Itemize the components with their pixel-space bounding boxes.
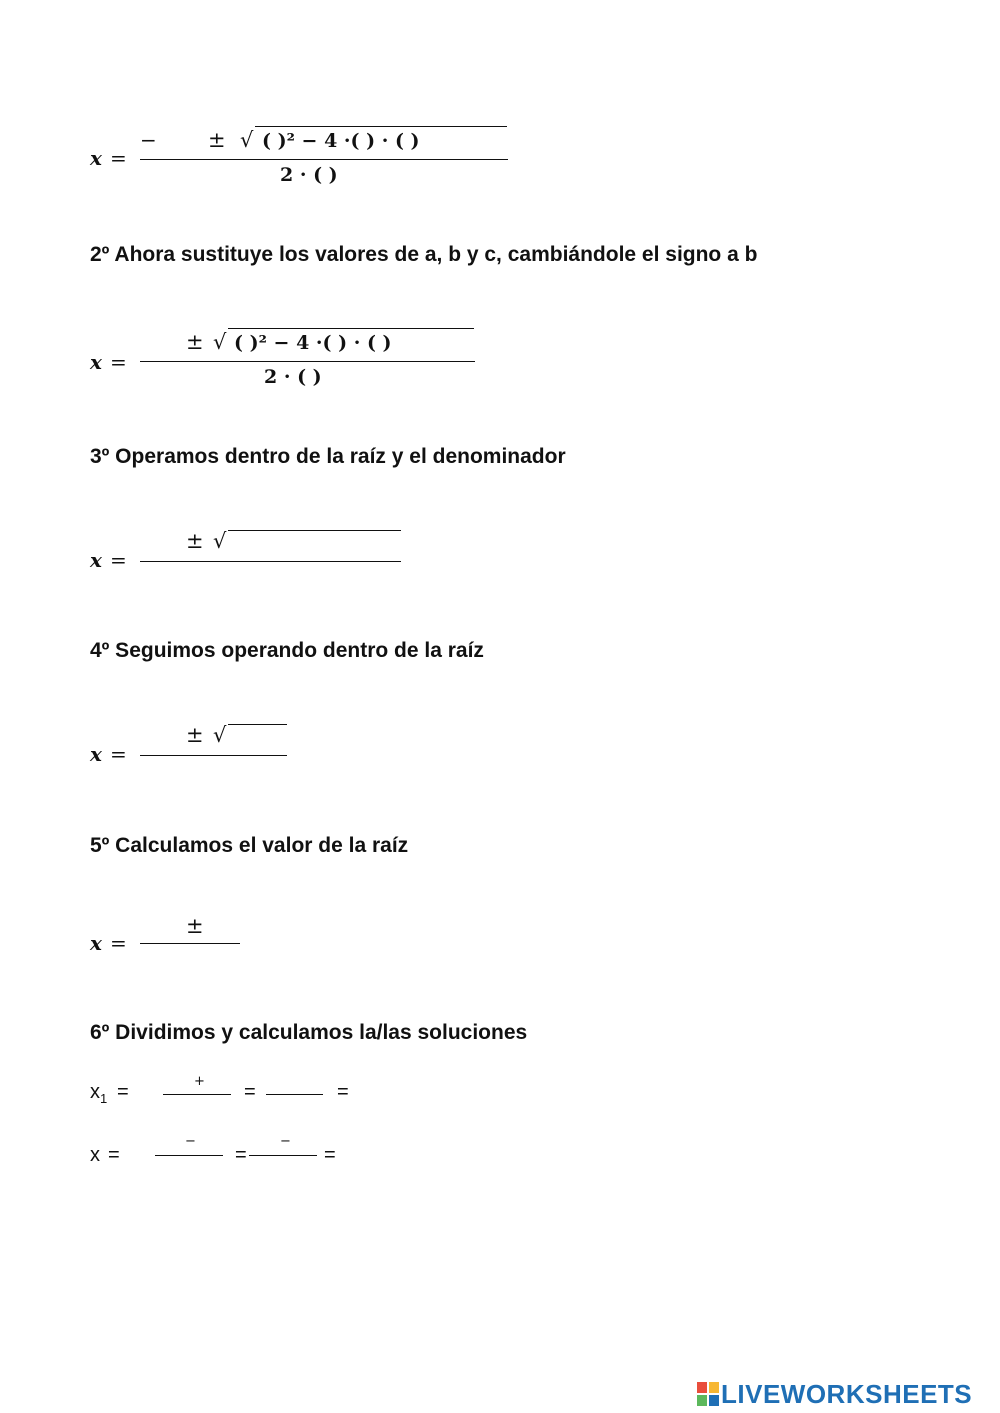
minus-sign: − — [185, 1134, 196, 1149]
equals-sign: = — [110, 146, 127, 170]
fraction-bar — [140, 159, 508, 160]
radical-bar — [255, 126, 507, 127]
denominator-template: 𝟐 · ( ) — [280, 164, 338, 186]
equals-sign: = — [337, 1081, 349, 1103]
x-variable: x — [90, 742, 102, 766]
logo-mark-icon — [697, 1382, 719, 1406]
equals-sign: = — [324, 1144, 336, 1166]
plus-minus-sign: ± — [186, 723, 204, 747]
fraction-bar — [140, 361, 475, 362]
fraction-bar — [140, 943, 240, 944]
x1-result-bar — [266, 1094, 323, 1095]
equals-sign: = — [244, 1081, 256, 1103]
equals-sign: = — [110, 350, 127, 374]
radicand-template: ( )² − 𝟒 ·( ) · ( ) — [234, 332, 392, 354]
step-5-instruction: 5º Calculamos el valor de la raíz — [90, 834, 409, 857]
radical-bar — [228, 328, 474, 329]
plus-minus-sign: ± — [186, 330, 204, 354]
liveworksheets-logo — [697, 1379, 997, 1411]
minus-sign: − — [140, 128, 157, 152]
x1-label: $x_1$ — [90, 1081, 108, 1106]
square-root-icon: √ — [213, 330, 227, 354]
plus-minus-sign: ± — [186, 914, 204, 938]
fraction-bar — [140, 755, 287, 756]
plus-minus-sign: ± — [208, 128, 226, 152]
equals-sign: = — [108, 1144, 120, 1166]
step-4-instruction: 4º Seguimos operando dentro de la raíz — [90, 639, 484, 662]
equals-sign: = — [110, 548, 127, 572]
step-3-instruction: 3º Operamos dentro de la raíz y el denominador — [90, 445, 566, 468]
step-6-instruction: 6º Dividimos y calculamos la/las soluciones — [90, 1021, 528, 1044]
x-variable: x — [90, 931, 102, 955]
logo-wordmark: LIVEWORKSHEETS — [721, 1379, 973, 1409]
plus-minus-sign: ± — [186, 529, 204, 553]
x1-fraction-bar — [163, 1094, 231, 1095]
x-variable: x — [90, 350, 102, 374]
equals-sign: = — [235, 1144, 247, 1166]
radical-bar — [228, 530, 401, 531]
square-root-icon: √ — [213, 723, 227, 747]
x-variable: x — [90, 548, 102, 572]
equals-sign: = — [110, 742, 127, 766]
equals-sign: = — [117, 1081, 129, 1103]
fraction-bar — [140, 561, 401, 562]
plus-sign: + — [194, 1074, 205, 1089]
equals-sign: = — [110, 931, 127, 955]
denominator-template: 𝟐 · ( ) — [264, 366, 322, 388]
x2-fraction-bar — [155, 1155, 223, 1156]
radical-bar — [228, 724, 287, 725]
square-root-icon: √ — [213, 529, 227, 553]
minus-sign: − — [280, 1134, 291, 1149]
step-2-instruction: 2º Ahora sustituye los valores de a, b y c, cambiándole el signo a b — [90, 243, 758, 266]
square-root-icon: √ — [240, 128, 254, 152]
x2-label: x — [90, 1144, 100, 1166]
x2-result-bar — [249, 1155, 317, 1156]
radicand-template: ( )² − 𝟒 ·( ) · ( ) — [262, 130, 420, 152]
x-variable: x — [90, 146, 102, 170]
